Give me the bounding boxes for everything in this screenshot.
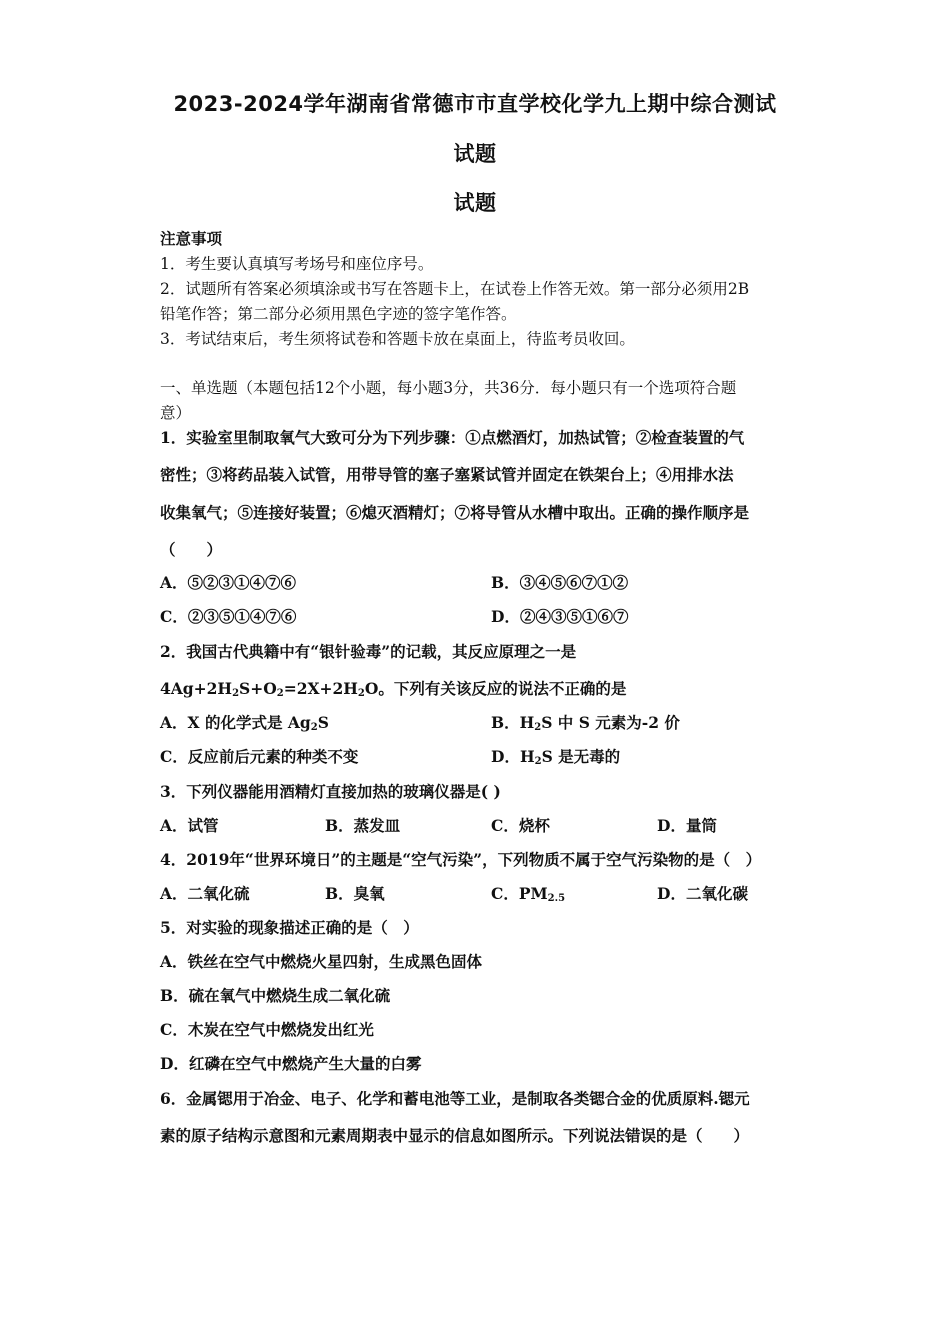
question-3-stem: 3．下列仪器能用酒精灯直接加热的玻璃仪器是( ) xyxy=(160,782,501,801)
notice-item: 铅笔作答；第二部分必须用黑色字迹的签字笔作答。 xyxy=(160,305,517,323)
question-5-option-c: C．木炭在空气中燃烧发出红光 xyxy=(160,1020,374,1039)
section-heading: 一、单选题（本题包括12个小题，每小题3分，共36分．每小题只有一个选项符合题 xyxy=(160,379,737,397)
question-2-option-a: A．X 的化学式是 $Ag_2S$ xyxy=(160,713,329,733)
question-2-option-c: C．反应前后元素的种类不变 xyxy=(160,747,359,766)
notice-item: 1．考生要认真填写考场号和座位序号。 xyxy=(160,255,434,273)
question-4-option-c: C．$PM_{2.5}$ xyxy=(491,884,566,904)
question-4-option-a: A．二氧化硫 xyxy=(160,884,250,903)
notice-item: 2．试题所有答案必须填涂或书写在答题卡上，在试卷上作答无效。第一部分必须用2B xyxy=(160,280,750,298)
question-5-option-a: A．铁丝在空气中燃烧火星四射，生成黑色固体 xyxy=(160,952,483,971)
question-6-stem: 素的原子结构示意图和元素周期表中显示的信息如图所示。下列说法错误的是（ ） xyxy=(160,1126,750,1145)
section-heading-continued: 意） xyxy=(160,404,192,422)
question-1-stem: 密性；③将药品装入试管，用带导管的塞子塞紧试管并固定在铁架台上；④用排水法 xyxy=(160,465,734,484)
question-1-stem: 收集氧气；⑤连接好装置；⑥熄灭酒精灯；⑦将导管从水槽中取出。正确的操作顺序是 xyxy=(160,503,750,522)
question-1-stem: 1．实验室里制取氧气大致可分为下列步骤：①点燃酒灯，加热试管；②检查装置的气 xyxy=(160,428,745,447)
question-4-option-d: D．二氧化碳 xyxy=(657,884,748,903)
question-3-option-b: B．蒸发皿 xyxy=(325,816,401,835)
question-6-stem: 6．金属锶用于冶金、电子、化学和蓄电池等工业，是制取各类锶合金的优质原料.锶元 xyxy=(160,1089,750,1108)
question-5-option-b: B．硫在氧气中燃烧生成二氧化硫 xyxy=(160,986,391,1005)
question-2-equation: $4Ag+2H_2S+O_2=2X+2H_2O$。下列有关该反应的说法不正确的是 xyxy=(160,679,627,699)
question-1-option-c: C．②③⑤①④⑦⑥ xyxy=(160,607,297,626)
question-1-stem: （ ） xyxy=(160,540,223,559)
question-5-stem: 5．对实验的现象描述正确的是（ ） xyxy=(160,918,419,937)
question-3-option-d: D．量筒 xyxy=(657,816,717,835)
question-2-option-b: B．$H_2S$ 中 S 元素为-2 价 xyxy=(491,713,680,733)
question-3-option-c: C．烧杯 xyxy=(491,816,550,835)
exam-title-continued: 试题 xyxy=(453,142,497,166)
exam-subtitle: 试题 xyxy=(453,191,497,215)
question-1-option-d: D．②④③⑤①⑥⑦ xyxy=(491,607,629,626)
question-2-stem: 2．我国古代典籍中有“银针验毒”的记载，其反应原理之一是 xyxy=(160,642,577,661)
question-1-option-b: B．③④⑤⑥⑦①② xyxy=(491,573,629,592)
notice-heading: 注意事项 xyxy=(160,229,223,248)
notice-item: 3．考试结束后，考生须将试卷和答题卡放在桌面上，待监考员收回。 xyxy=(160,330,635,348)
question-4-option-b: B．臭氧 xyxy=(325,884,385,903)
question-1-option-a: A．⑤②③①④⑦⑥ xyxy=(160,573,297,592)
question-4-stem: 4．2019年“世界环境日”的主题是“空气污染”，下列物质不属于空气污染物的是（ ） xyxy=(160,850,762,869)
exam-title: 2023-2024学年湖南省常德市市直学校化学九上期中综合测试 xyxy=(173,92,777,116)
question-2-option-d: D．$H_2S$ 是无毒的 xyxy=(491,747,621,767)
question-5-option-d: D．红磷在空气中燃烧产生大量的白雾 xyxy=(160,1054,422,1073)
question-3-option-a: A．试管 xyxy=(160,816,219,835)
